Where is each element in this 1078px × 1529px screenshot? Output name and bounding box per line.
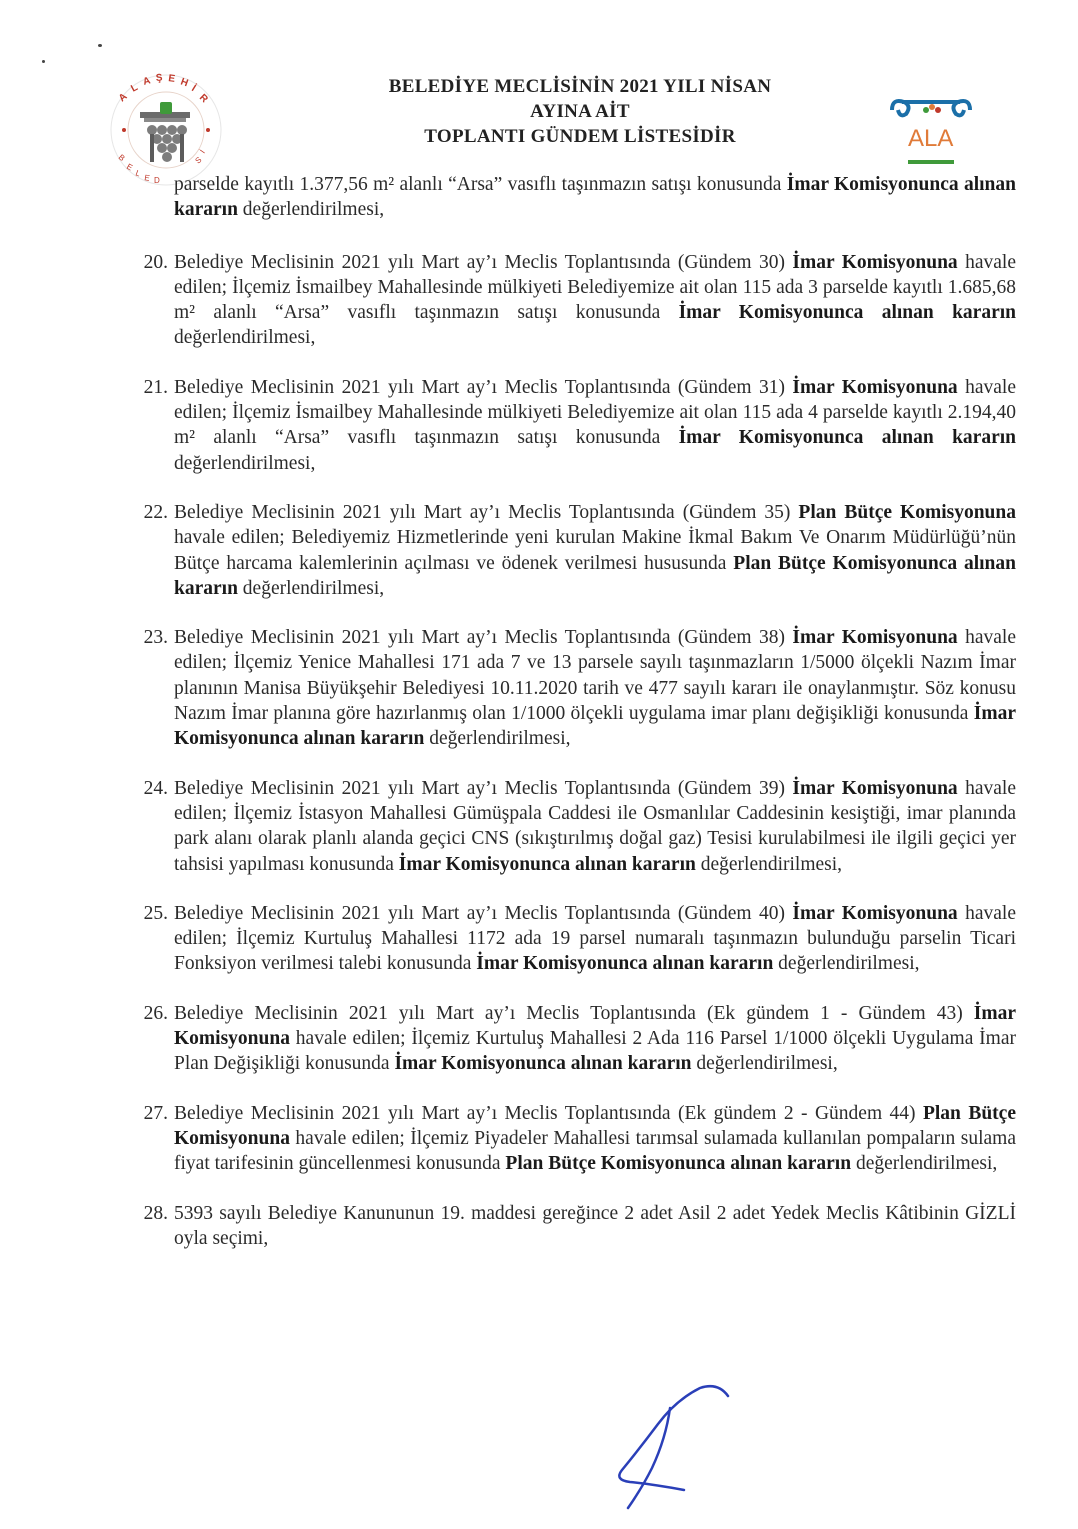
- svg-text:L: L: [134, 168, 142, 179]
- item-bold-text: İmar Komisyonuna: [174, 1002, 1016, 1050]
- ala-logo: [882, 96, 980, 172]
- item-text: parselde kayıtlı 1.377,56 m² alanlı “Arsa” vasıflı taşınmazın satışı konusunda: [174, 174, 787, 195]
- item-text: Belediye Meclisinin 2021 yılı Mart ay’ı Meclis Toplantısında (Gündem 38): [174, 627, 793, 649]
- item-bold-text: İmar Komisyonuna: [792, 777, 958, 799]
- item-number: 24.: [143, 777, 168, 799]
- title-line: TOPLANTI GÜNDEM LİSTESİDİR: [424, 126, 736, 147]
- svg-text:D: D: [154, 176, 160, 185]
- svg-text:E: E: [143, 173, 151, 183]
- svg-text:L: L: [129, 82, 140, 95]
- item-number: 25.: [143, 902, 168, 924]
- agenda-item: [143, 776, 1016, 877]
- item-number: 23.: [143, 627, 168, 649]
- item-text: değerlendirilmesi,: [174, 327, 316, 349]
- item-text: Belediye Meclisinin 2021 yılı Mart ay’ı Meclis Toplantısında (Gündem 40): [174, 902, 793, 924]
- item-bold-text: İmar Komisyonuna: [792, 251, 958, 273]
- item-bold-text: Plan Bütçe Komisyonunca alınan kararın: [505, 1153, 852, 1175]
- item-number: 28.: [143, 1202, 168, 1224]
- item-bold-text: İmar Komisyonunca alınan kararın: [174, 174, 1016, 221]
- item-bold-text: Plan Bütçe Komisyonunca alınan kararın: [174, 552, 1016, 599]
- item-text: değerlendirilmesi,: [424, 728, 571, 750]
- item-text: havale edilen; İlçemiz Yenice Mahallesi 171 ada 7 ve 13 parsele sayılı taşınmazların 1/5000 ölçekli Nazım İmar planının Manisa Büyükşehir Belediyesi 10.11.2020 tarih ve 477 sayılı kararı ile onaylanmıştır. Söz konusu Nazım İmar planına göre hazırlanmış olan 1/1000 ölçekli uygulama imar planı değişikliği konusunda: [174, 627, 1016, 725]
- item-text: havale edilen; İlçemiz İstasyon Mahallesi Gümüşpala Caddesi ile Osmanlılar Caddesinin kesiştiği, imar planında park alanı olarak planlı alanda geçici CNS (sıkıştırılmış doğal gaz) Tesisi kurulabilmesi ile ilgili geçici yer tahsisi yapılması konusunda: [174, 777, 1016, 875]
- continued-item: [174, 172, 1016, 223]
- item-text: havale edilen; İlçemiz Kurtuluş Mahallesi 1172 ada 19 parsel numaralı taşınmazın bulunduğu parselin Ticari Fonksiyon verilmesi talebi konusunda: [174, 902, 1016, 975]
- svg-text:E: E: [125, 161, 135, 173]
- svg-text:H: H: [178, 76, 190, 90]
- svg-text:E: E: [167, 73, 176, 85]
- svg-text:İ: İ: [198, 148, 207, 156]
- item-number: 27.: [143, 1102, 168, 1124]
- svg-text:B: B: [116, 152, 127, 163]
- ala-logo-text: ALA: [908, 125, 954, 152]
- item-text: Belediye Meclisinin 2021 yılı Mart ay’ı Meclis Toplantısında (Gündem 30): [174, 251, 793, 273]
- agenda-item: [143, 1101, 1016, 1177]
- item-text: 5393 sayılı Belediye Kanununun 19. maddesi gereğince 2 adet Asil 2 adet Yedek Meclis Kâtibinin GİZLİ oyla seçimi,: [174, 1202, 1016, 1249]
- scan-speck: [98, 44, 102, 47]
- agenda-item: [143, 901, 1016, 977]
- item-text: değerlendirilmesi,: [174, 452, 316, 474]
- handwritten-signature: [600, 1378, 740, 1513]
- item-text: değerlendirilmesi,: [237, 577, 385, 599]
- svg-text:S: S: [193, 155, 204, 166]
- item-bold-text: İmar Komisyonunca alınan kararın: [678, 302, 1016, 324]
- alasehir-belediyesi-logo: [108, 72, 224, 188]
- agenda-list: [143, 172, 1016, 1251]
- item-bold-text: İmar Komisyonunca alınan kararın: [174, 703, 1016, 750]
- agenda-item: [143, 1001, 1016, 1077]
- item-text: havale edilen; Belediyemiz Hizmetlerinde yeni kurulan Makine İkmal Bakım Ve Onarım Müdürlüğü’nün Bütçe harcama kalemlerinin açılması ve ödenek verilmesi hususunda: [174, 527, 1016, 574]
- title-line: AYINA AİT: [530, 101, 630, 122]
- item-number: 20.: [143, 251, 168, 273]
- agenda-item: [143, 250, 1016, 351]
- item-text: Belediye Meclisinin 2021 yılı Mart ay’ı Meclis Toplantısında (Gündem 39): [174, 777, 793, 799]
- scan-speck: [42, 60, 45, 63]
- item-text: Belediye Meclisinin 2021 yılı Mart ay’ı Meclis Toplantısında (Gündem 31): [174, 376, 793, 398]
- item-text: havale edilen; İlçemiz Piyadeler Mahallesi tarımsal sulamada kullanılan pompaların sulama fiyat tarifesinin güncellenmesi konusunda: [174, 1127, 1016, 1175]
- item-text: değerlendirilmesi,: [237, 199, 385, 221]
- item-bold-text: İmar Komisyonunca alınan kararın: [678, 427, 1016, 449]
- item-number: 26.: [143, 1002, 168, 1024]
- svg-text:Ş: Ş: [155, 72, 163, 84]
- item-bold-text: İmar Komisyonuna: [792, 902, 958, 924]
- item-bold-text: İmar Komisyonuna: [792, 376, 958, 398]
- item-text: değerlendirilmesi,: [695, 853, 843, 875]
- item-text: değerlendirilmesi,: [851, 1153, 998, 1175]
- item-bold-text: Plan Bütçe Komisyonuna: [174, 1102, 1016, 1149]
- document-title: [340, 74, 820, 149]
- item-bold-text: İmar Komisyonunca alınan kararın: [476, 953, 774, 975]
- item-number: 21.: [143, 376, 168, 398]
- svg-text:A: A: [116, 91, 130, 105]
- svg-text:R: R: [196, 92, 210, 106]
- agenda-item: [143, 375, 1016, 476]
- item-text: Belediye Meclisinin 2021 yılı Mart ay’ı Meclis Toplantısında (Gündem 35): [174, 501, 799, 523]
- item-bold-text: İmar Komisyonuna: [792, 627, 958, 649]
- title-line: BELEDİYE MECLİSİNİN 2021 YILI NİSAN: [388, 76, 772, 97]
- agenda-item: [143, 1201, 1016, 1252]
- item-text: havale edilen; İlçemiz İsmailbey Mahallesinde mülkiyeti Belediyemize ait olan 115 ada 3 parselde kayıtlı 1.685,68 m² alanlı “Arsa” vasıflı taşınmazın satışı konusunda: [174, 251, 1016, 324]
- item-text: Belediye Meclisinin 2021 yılı Mart ay’ı Meclis Toplantısında (Ek gündem 2 - Gündem 44): [174, 1102, 923, 1124]
- item-text: Belediye Meclisinin 2021 yılı Mart ay’ı Meclis Toplantısında (Ek gündem 1 - Gündem 43): [174, 1002, 974, 1024]
- svg-text:A: A: [141, 75, 152, 88]
- item-bold-text: Plan Bütçe Komisyonuna: [798, 501, 1016, 523]
- item-text: değerlendirilmesi,: [773, 953, 920, 975]
- item-bold-text: İmar Komisyonunca alınan kararın: [394, 1053, 692, 1075]
- item-text: havale edilen; İlçemiz İsmailbey Mahallesinde mülkiyeti Belediyemize ait olan 115 ada 4 parselde kayıtlı 2.194,40 m² alanlı “Arsa” vasıflı taşınmazın satışı konusunda: [174, 376, 1016, 449]
- svg-text:İ: İ: [189, 83, 198, 95]
- agenda-item: [143, 625, 1016, 751]
- item-text: havale edilen; İlçemiz Kurtuluş Mahallesi 2 Ada 116 Parsel 1/1000 ölçekli Uygulama İmar Plan Değişikliği konusunda: [174, 1028, 1016, 1075]
- item-bold-text: İmar Komisyonunca alınan kararın: [398, 853, 696, 875]
- item-number: 22.: [143, 501, 168, 523]
- agenda-item: [143, 500, 1016, 601]
- item-text: değerlendirilmesi,: [691, 1053, 838, 1075]
